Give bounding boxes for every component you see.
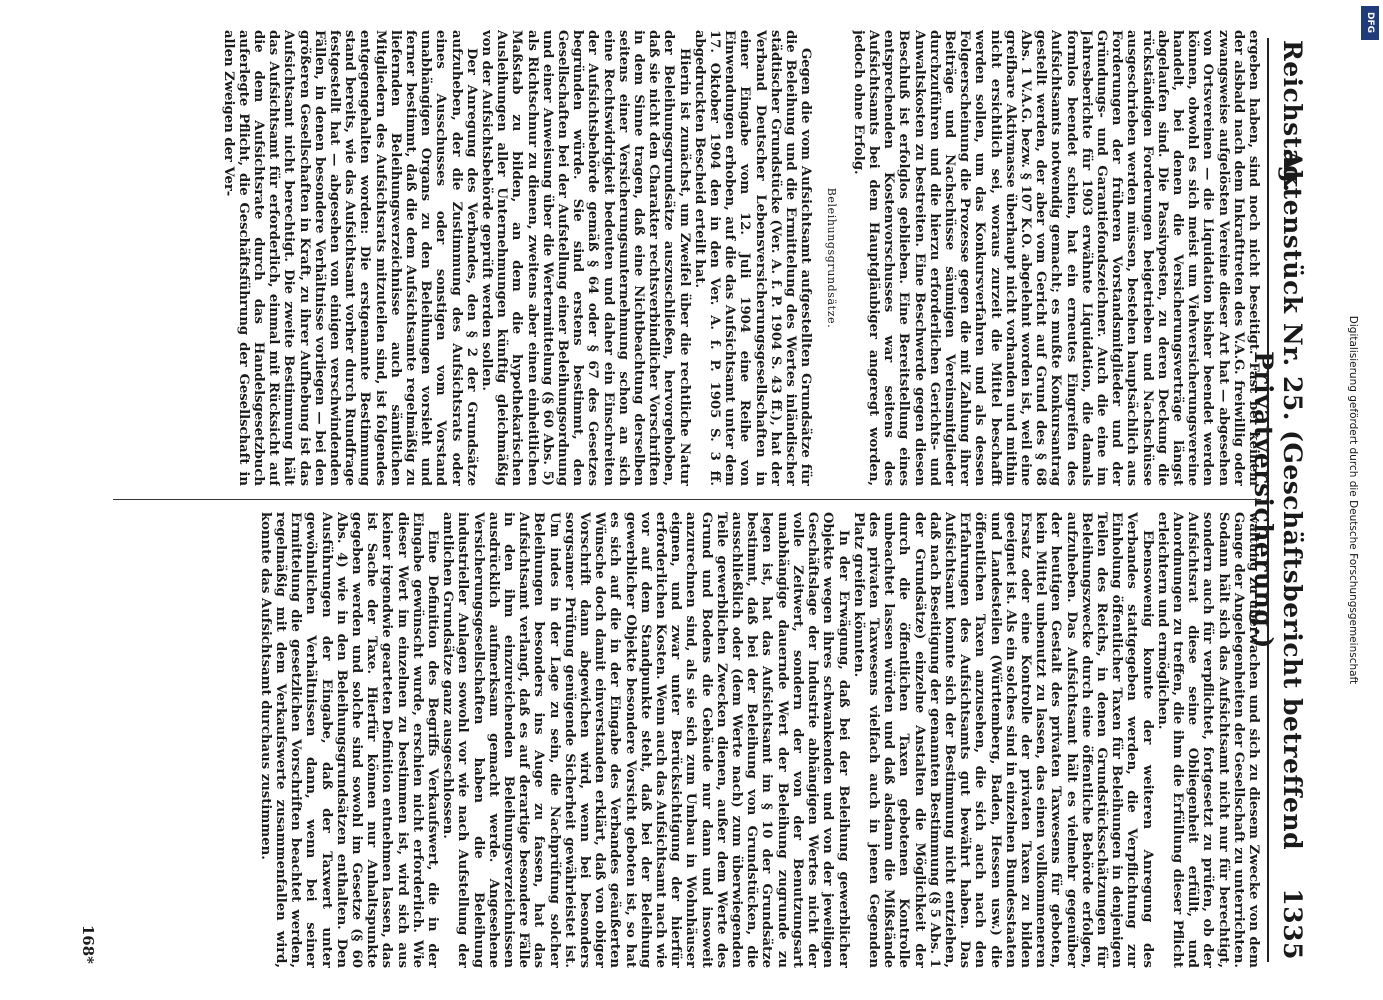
header-left: Reichstag. — [1278, 40, 1307, 193]
right-column — [113, 512, 1261, 968]
column-divider — [113, 499, 1261, 500]
left-paragraph: ergeben haben, sind noch nicht beseitigt. Fast bei keinem der alsbald nach dem Inkrafttreten des V.A.G. freiwillig oder zwangsweise aufgelösten Vereine dieser Art hat — abgesehen von Ortsvereinen — die Liquidation bisher beendet werden können, obwohl es sich meist um Viehversicherungsvereine handelt, bei denen die Versicherungsverträge längst abgelaufen sind. Die Passivposten, zu deren Deckung die rückständigen Forderungen beigetrieben und Nachschüsse ausgeschrieben werden müssen, bestehen hauptsächlich aus Forderungen der früheren Vorstandsmitglieder und der Gründungs- und Garantiefondszeichner. Auch die eine im Jahresberichte für 1903 erwähnte Liquidation, die damals formlos beendet schien, hat ein erneutes Eingreifen des Aufsichtsamts notwendig gemacht; es mußte Konkursantrag gestellt werden, der aber vom Gericht auf Grund des § 68 Abs. 1 V.A.G. bezw. § 107 K.O. abgelehnt worden ist, weil eine greifbare Aktivmasse überhaupt nicht vorhanden und mithin nicht ersichtlich sei, woraus zurzeit die Mittel beschafft werden sollen, um das Konkursverfahren und als dessen Folgeerscheinung die Prozesse gegen die mit Zahlung ihrer Beiträge und Nachschüsse säumigen Vereinsmitglieder durchzuführen und die hierzu erforderlichen Gerichts- und Anwaltskosten zu bestreiten. Eine Beschwerde gegen diesen Beschluß ist erfolglos geblieben. Eine Bereitstellung eines entsprechenden Kostenvorschusses war seitens des Aufsichtsamts bei dem Hauptgläubiger angeregt worden, jedoch ohne Erfolg. — [850, 30, 1261, 486]
left-column — [113, 30, 1261, 486]
subheading: Beleihungsgrundsätze. — [824, 187, 838, 329]
left-paragraph: Der Anregung des Verbandes, den § 2 der Grundsätze aufzuheben, der die Zustimmung des Aufsichtsrats oder eines Ausschusses oder sonstigen vom Vorstand unabhängigen Organs zu den Beleihungen vorsieht und ferner bestimmt, daß die dem Aufsichtsamte regelmäßig zu liefernden Beleihungsverzeichnisse auch sämtlichen Mitgliedern des Aufsichtsrats mitzuteilen sind, ist folgendes entgegengehalten worden: Die erstgenannte Bestimmung stand bereits, wie das Aufsichtsamt vorher durch Rundfrage festgestellt hat — abgesehen von einigen verschwindenden Fällen, in denen besondere Verhältnisse vorliegen — bei den größeren Gesellschaften in Kraft, zu ihrer Aufhebung ist das Aufsichtsamt nicht berechtigt. Die zweite Bestimmung hält das Aufsichtsamt für erforderlich, einmal mit Rücksicht auf die dem Aufsichtsrate durch das Handelsgesetzbuch auferlegte Pflicht, die Geschäftsführung der Gesellschaft in allen Zweigen der Ver- — [220, 30, 479, 486]
document-page — [61, 0, 1317, 1000]
signature-mark: 168* — [79, 924, 97, 964]
running-head — [1249, 10, 1311, 990]
dfg-logo: DFG — [1361, 6, 1379, 40]
left-paragraph: Hierin ist zunächst, um Zweifel über die rechtliche Natur der Beleihungsgrundsätze auszuschließen, hervorgehoben, daß sie nicht den Charakter rechtsverbindlicher Vorschriften in dem Sinne tragen, daß eine Nichtbeachtung derselben seitens einer Versicherungsunternehmung schon an sich eine Rechtswidrigkeit bedeuten und daher ein Einschreiten der Aufsichtsbehörde gemäß § 64 oder § 67 des Gesetzes begründen würde. Sie sind erstens bestimmt, den Gesellschaften bei der Aufstellung einer Beleihungsordnung und einer Anweisung über die Wertermittelung (§ 60 Abs. 5) als Richtschnur zu dienen, zweitens aber einen einheitlichen Maßstab zu bilden, an dem die hypothekarischen Ausleihungen aller Unternehmungen künftig gleichmäßig von der Aufsichtsbehörde geprüft werden sollen. — [479, 30, 692, 486]
right-paragraph: Ebensowenig konnte der weiteren Anregung des Verbandes stattgegeben werden, die Verpflichtung zur Einholung öffentlicher Taxen für Beleihungen in denjenigen Teilen des Reichs, in denen Grundstücksschätzungen für Beleihungszwecke durch eine öffentliche Behörde erfolgen, aufzuheben. Das Aufsichtsamt hält es vielmehr gegenüber der heutigen Gestalt des privaten Taxwesens für geboten, kein Mittel unbenutzt zu lassen, das einen vollkommeneren Ersatz oder eine Kontrolle der privaten Taxen zu bilden geeignet ist. Als ein solches sind in einzelnen Bundesstaaten und Landesteilen (Württemberg, Baden, Hessen usw.) die öffentlichen Taxen anzusehen, die sich auch nach den Erfahrungen des Aufsichtsamts gut bewährt haben. Das Aufsichtsamt konnte sich der Bestimmung nicht entziehen, daß nach Beseitigung der genannten Bestimmung (§ 5 Abs. 1 der Grundsätze) einzelne Anstalten die Möglichkeit der durch die öffentlichen Taxen gebotenen Kontrolle unbeachtet lassen würden und daß alsdann die Mißstände des privaten Taxwesens vielfach auch in jenen Gegenden Platz greifen könnten. — [850, 512, 1155, 968]
header-title: Aktenstück Nr. 25. (Geschäftsbericht betreffend Privatversicherung.) — [1249, 149, 1307, 851]
right-paragraph: waltung zu überwachen und sich zu diesem Zwecke von dem Gange der Angelegenheiten der Gesellschaft zu unterrichten. Sodann hält sich das Aufsichtsamt nicht nur für berechtigt, sondern auch für verpflichtet, fortgesetzt zu prüfen, ob der Aufsichtsrat diese seine Obliegenheit erfüllt, und Anordnungen zu treffen, die ihm die Erfüllung dieser Pflicht erleichtern und ermöglichen. — [1154, 512, 1261, 968]
page-number: 1335 — [1278, 888, 1307, 960]
digitization-note: Digitalisierung gefördert durch die Deutsche Forschungsgemeinschaft — [1347, 315, 1359, 685]
left-paragraph: Gegen die vom Aufsichtsamt aufgestellten Grundsätze für die Beleihung und die Ermittelung des Wertes inländischer städtischer Grundstücke (Ver. A. f. P. 1904 S. 43 ff.), hat der Verband Deutscher Lebensversicherungsgesellschaften in einer Eingabe vom 12. Juli 1904 eine Reihe von Einwendungen erhoben, auf die das Aufsichtsamt unter dem 17. Oktober 1904 den in den Ver. A. f. P. 1905 S. 3 ff. abgedruckten Bescheid erteilt hat. — [691, 30, 814, 486]
right-paragraph: In der Erwägung, daß bei der Beleihung gewerblicher Objekte wegen ihres schwankenden und von der jeweiligen Geschäftslage der Industrie abhängigen Wertes nicht der volle Zeitwert, sondern der von der Benutzungsart unabhängige dauernde Wert der Beleihung zugrunde zu legen ist, hat das Aufsichtsamt im § 10 der Grundsätze bestimmt, daß bei der Beleihung von Grundstücken, die ausschließlich oder (dem Werte nach) zum überwiegenden Teile gewerblichen Zwecken dienen, außer dem Werte des Grund und Bodens die Gebäude nur dann und insoweit anzurechnen sind, als sie sich zum Umbau in Wohnhäuser eignen, und zwar unter Berücksichtigung der hierfür erforderlichen Kosten. Wenn auch das Aufsichtsamt nach wie vor auf dem Standpunkte steht, daß bei der Beleihung gewerblicher Objekte besondere Vorsicht geboten ist, so hat es sich auf die in der Eingabe des Verbandes geäußerten Wünsche doch damit einverstanden erklärt, daß von obiger Vorschrift dann abgewichen wird, wenn bei besonders sorgsamer Prüfung genügende Sicherheit gewährleistet ist. Um indes in der Lage zu sein, die Nachprüfung solcher Beleihungen besonders ins Auge zu fassen, hat das Aufsichtsamt verlangt, daß es auf derartige besondere Fälle in den ihm einzureichenden Beleihungsverzeichnissen ausdrücklich aufmerksam gemacht werde. Angesehene Versicherungsgesellschaften haben die Beleihung industrieller Anlagen sowohl vor wie nach Aufstellung der amtlichen Grundsätze ganz ausgeschlossen. — [440, 512, 851, 968]
right-paragraph: Eine Definition des Begriffs Verkaufswert, die in der Eingabe gewünscht wurde, erschien nicht erforderlich. Wie dieser Wert im einzelnen zu bestimmen ist, wird sich aus keiner irgendwie gearteten Definition entnehmen lassen, das ist Sache der Taxe. Hierfür können nur Anhaltspunkte gegeben werden und solche sind sowohl im Gesetze (§ 60 Abs. 4) wie in den Beleihungsgrundsätzen enthalten. Den Ausführungen der Eingabe, daß der Taxwert unter gewöhnlichen Verhältnissen dann, wenn bei seiner Ermittelung die gesetzlichen Vorschriften beachtet werden, regelmäßig mit dem Verkaufswerte zusammenfallen wird, konnte das Aufsichtsamt durchaus zustimmen. — [257, 512, 441, 968]
header-rule — [1267, 38, 1269, 962]
